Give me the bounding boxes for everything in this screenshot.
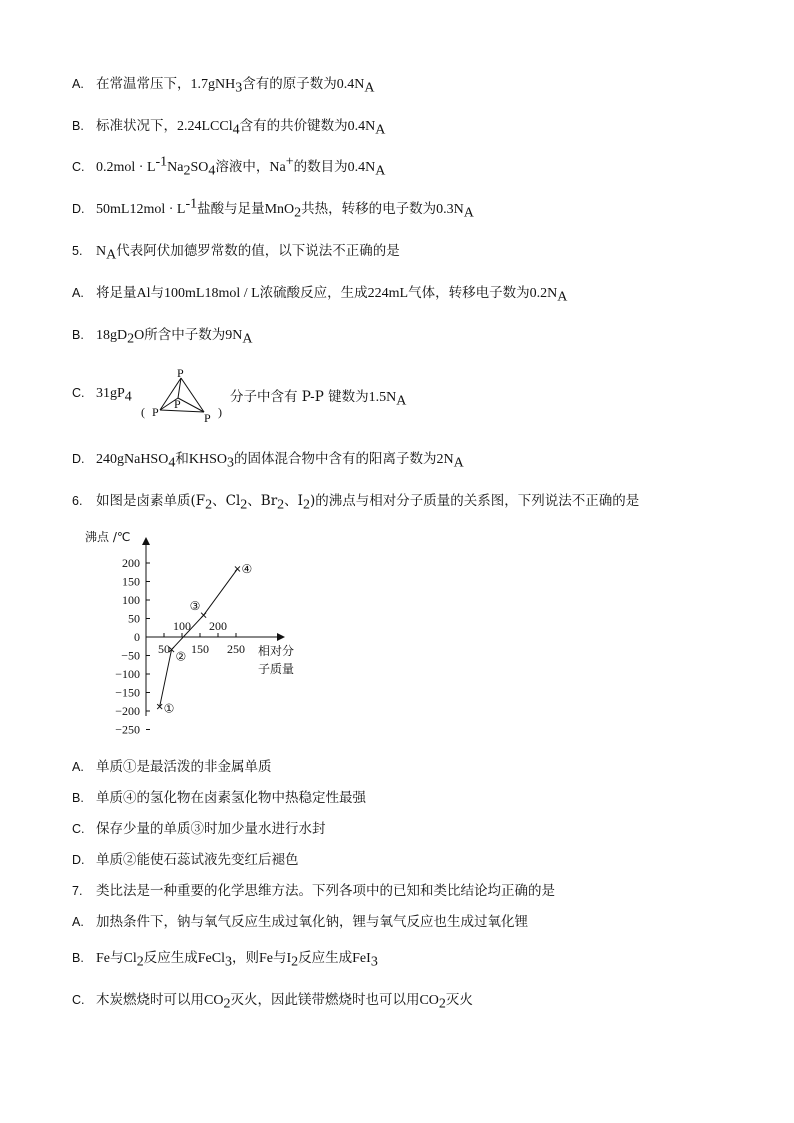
q5-option-a: A. 将足量Al与100mL18mol / L浓硫酸反应，生成224mL气体，转移电子数为$0.2N_A$ (72, 285, 568, 305)
q5-stem: 5. $N_A$代表阿伏加德罗常数的值，以下说法不正确的是 (72, 243, 400, 263)
boiling-point-chart (80, 524, 320, 737)
option-label: C. (72, 160, 85, 174)
option-label: D. (72, 452, 85, 466)
option-label: C. (72, 822, 85, 836)
option-label: A. (72, 77, 84, 91)
p-atom-right: P (204, 411, 211, 425)
q5-option-d: D. 240gNaHSO$_4$和$KHSO_3$的固体混合物中含有的阳离子数为$2N_A$ (72, 451, 464, 471)
y-tick-label: −50 (121, 648, 140, 663)
paren-left: ( (141, 405, 145, 419)
y-tick-label: −100 (115, 667, 140, 681)
option-label: C. (72, 386, 85, 400)
y-axis-label: 沸点 /℃ (85, 530, 131, 544)
option-label: C. (72, 993, 85, 1007)
q6-stem: 6. 如图是卤素单质($F_2$、$Cl_2$、$Br_2$、$I_2$)的沸点与相对分子质量的关系图，下列说法不正确的是 (72, 493, 640, 513)
data-point (201, 613, 206, 618)
q7-option-c: C. 木炭燃烧时可以用$CO_2$灭火，因此镁带燃烧时也可以用$CO_2$灭火 (72, 992, 473, 1012)
q6-option-a: A. 单质①是最活泼的非金属单质 (72, 759, 272, 775)
y-tick-label: 0 (134, 630, 140, 644)
y-tick-label: 50 (128, 611, 140, 626)
x-axis-label-line1: 相对分 (258, 644, 295, 658)
question-number: 7. (72, 884, 83, 898)
option-label: A. (72, 915, 84, 929)
q4-option-b: B. 标准状况下，2.24LCCl$_4$含有的共价键数为$0.4N_A$ (72, 118, 386, 138)
q5-option-c-tail: 分子中含有 P-P 键数为$1.5N_A$ (230, 389, 407, 409)
q6-option-c: C. 保存少量的单质③时加少量水进行水封 (72, 821, 326, 837)
question-number: 6. (72, 494, 83, 508)
x-axis-label-line2: 子质量 (258, 662, 295, 676)
y-tick-label: −200 (115, 704, 140, 718)
q5-option-b: B. $18gD_2O$所含中子数为$9N_A$ (72, 327, 253, 347)
q4-option-c: C. $0.2mol \cdot L^{-1}Na_2SO_4$溶液中，Na+的数目为$0.4N_A$ (72, 154, 386, 179)
series-line (160, 569, 238, 707)
q7-option-b: B. Fe与$Cl_2$反应生成FeCl$_3$，则Fe与$I_2$反应生成FeI$_3$ (72, 950, 378, 970)
y-tick-label: −150 (115, 685, 140, 700)
p-atom-left: P (152, 405, 159, 419)
option-label: B. (72, 119, 84, 133)
x-tick-label: 250 (227, 642, 245, 656)
x-tick-label: 200 (209, 619, 227, 633)
data-point-label: ④ (241, 561, 253, 576)
y-tick-label: 100 (122, 593, 140, 607)
data-point (235, 566, 240, 571)
q6-option-b: B. 单质④的氢化物在卤素氢化物中热稳定性最强 (72, 790, 366, 806)
p-atom-top: P (177, 366, 184, 380)
y-tick-label: 200 (122, 556, 140, 570)
data-point-label: ② (175, 649, 187, 664)
p4-tetrahedron-structure (138, 364, 228, 424)
option-label: B. (72, 951, 84, 965)
question-number: 5. (72, 244, 83, 258)
option-label: D. (72, 202, 85, 216)
q7-option-a: A. 加热条件下，钠与氧气反应生成过氧化钠，锂与氧气反应也生成过氧化锂 (72, 914, 528, 930)
y-tick-label: −250 (115, 722, 140, 737)
q4-option-d: D. $50mL12mol \cdot L^{-1}$盐酸与足量MnO$_2$共热，转移的电子数为$0.3N_A$ (72, 196, 474, 221)
x-tick-label: 50 (158, 642, 170, 656)
y-tick-label: 150 (122, 574, 140, 589)
q4-option-a: A. 在常温常压下，1.7gNH$_3$含有的原子数为$0.4N_A$ (72, 76, 375, 96)
q5-option-c: C. $31gP_4$ (72, 386, 132, 405)
x-tick-label: 150 (191, 642, 209, 656)
x-tick-label: 100 (173, 619, 191, 633)
q7-stem: 7. 类比法是一种重要的化学思维方法。下列各项中的已知和类比结论均正确的是 (72, 883, 555, 899)
p-atom-middle: P (174, 397, 181, 411)
data-point-label: ① (163, 701, 175, 716)
paren-right: ) (218, 405, 222, 419)
option-label: B. (72, 328, 84, 342)
option-label: A. (72, 760, 84, 774)
option-label: D. (72, 853, 85, 867)
q6-option-d: D. 单质②能使石蕊试液先变红后褪色 (72, 852, 299, 868)
option-label: B. (72, 791, 84, 805)
option-label: A. (72, 286, 84, 300)
data-point-label: ③ (189, 599, 201, 614)
